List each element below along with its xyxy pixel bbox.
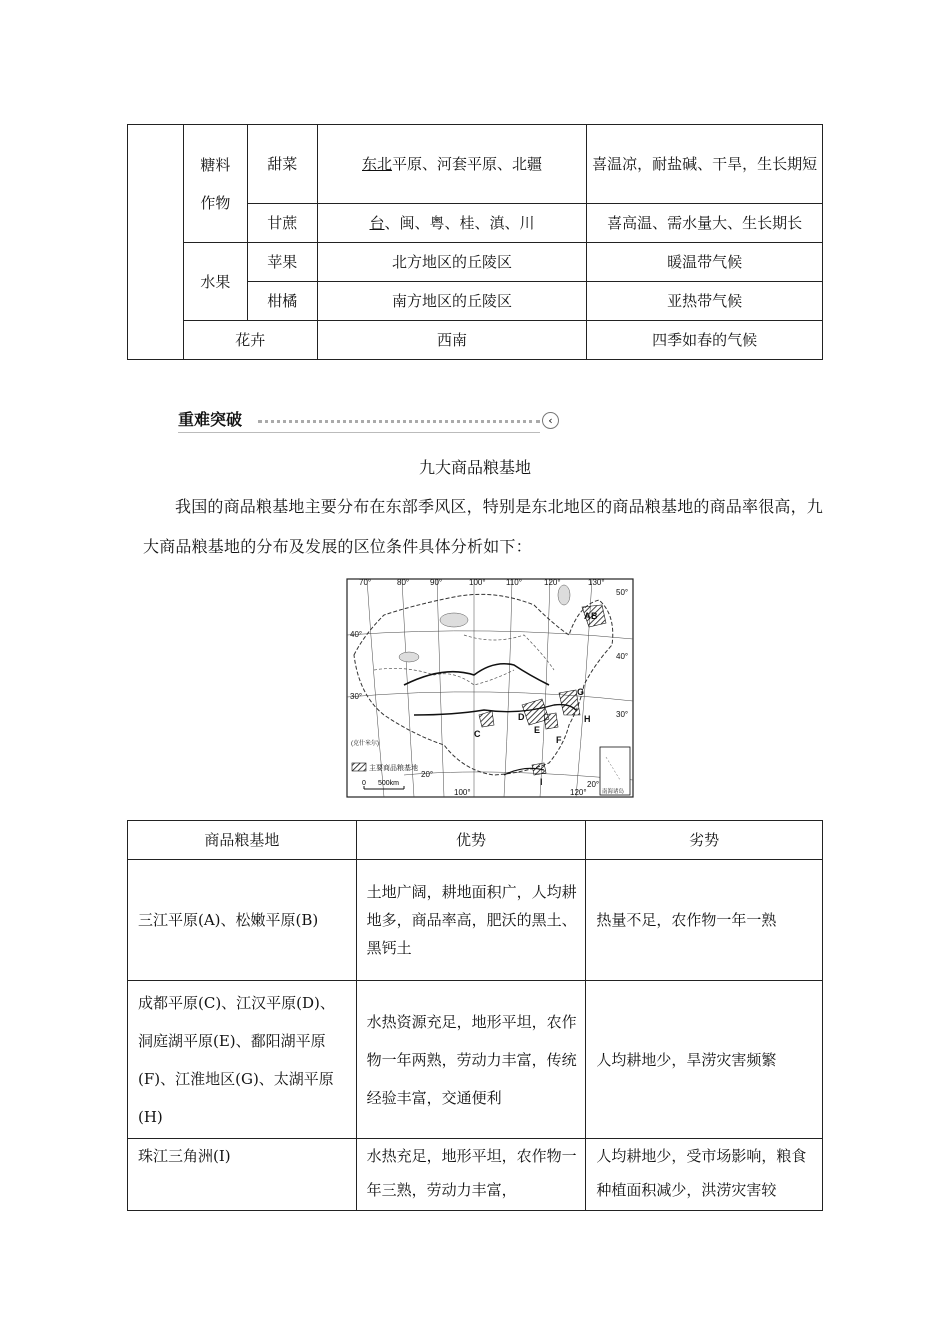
condition-beet: 喜温凉，耐盐碱、干旱，生长期短 (587, 125, 823, 204)
border-note: (克什米尔) (351, 741, 379, 747)
lat-label: 30° (350, 692, 363, 701)
lon-label: 110° (506, 578, 522, 587)
lon-label: 120° (544, 578, 561, 587)
area-beet-underlined: 东北 (362, 155, 393, 173)
lon-label: 80° (397, 578, 410, 587)
heading-dotted-rule (258, 420, 540, 423)
lon-label: 130° (588, 578, 605, 587)
header-disadvantage: 劣势 (586, 821, 823, 860)
area-cane (317, 204, 587, 243)
crop-table (127, 124, 823, 360)
base-letter-i: I (540, 777, 543, 787)
crop-beet: 甜菜 (247, 125, 317, 204)
lat-label: 20° (587, 780, 600, 789)
group-fruit: 水果 (183, 243, 247, 321)
base-letter-c: C (474, 729, 481, 739)
condition-flower: 四季如春的气候 (587, 321, 823, 360)
area-beet-rest: 平原、河套平原、北疆 (392, 155, 543, 173)
lon-label: 90° (430, 578, 443, 587)
lon-label: 70° (359, 578, 372, 587)
grain-base-table (127, 820, 823, 1211)
chevron-left-icon: ‹ (542, 412, 559, 429)
row1-disadvantage: 热量不足，农作物一年一熟 (586, 860, 823, 981)
row3-disadvantage: 人均耕地少，受市场影响，粮食种植面积减少，洪涝灾害较 (586, 1139, 823, 1211)
lat-label: 50° (616, 588, 629, 597)
section-heading-bar (178, 410, 560, 432)
lat-label: 30° (616, 710, 629, 719)
scale-zero: 0 (362, 780, 366, 787)
condition-apple: 暖温带气候 (587, 243, 823, 282)
base-letter-h: H (584, 714, 591, 724)
group-sugar-label: 糖料作物 (200, 155, 231, 212)
area-citrus: 南方地区的丘陵区 (317, 282, 587, 321)
base-letter-a: A (584, 611, 591, 621)
area-cane-rest: 、闽、粤、桂、滇、川 (384, 214, 535, 232)
area-beet (317, 125, 587, 204)
lat-label: 40° (350, 630, 363, 639)
heading-underline (178, 432, 540, 433)
condition-citrus: 亚热带气候 (587, 282, 823, 321)
area-apple: 北方地区的丘陵区 (317, 243, 587, 282)
grain-base-map (344, 575, 636, 802)
base-region-i (532, 763, 546, 775)
area-flower: 西南 (317, 321, 587, 360)
header-advantage: 优势 (356, 821, 586, 860)
base-letter-g: G (577, 687, 585, 697)
base-letter-d: D (518, 712, 525, 722)
header-base: 商品粮基地 (128, 821, 357, 860)
base-region-f (544, 713, 558, 729)
condition-cane: 喜高温、需水量大、生长期长 (587, 204, 823, 243)
base-letter-e: E (534, 725, 541, 735)
lon-label: 120° (570, 788, 587, 797)
scale-label: 500km (378, 780, 400, 787)
intro-paragraph: 我国的商品粮基地主要分布在东部季风区，特别是东北地区的商品粮基地的商品率很高，九大商品粮基地的分布及发展的区位条件具体分析如下： (143, 497, 824, 556)
lat-label: 20° (421, 770, 434, 779)
crop-citrus: 柑橘 (247, 282, 317, 321)
lon-label: 100° (454, 788, 471, 797)
row1-base: 三江平原(A)、松嫩平原(B) (128, 860, 357, 981)
row2-advantage: 水热资源充足，地形平坦，农作物一年两熟，劳动力丰富，传统经验丰富，交通便利 (356, 981, 586, 1139)
lat-label: 40° (616, 652, 629, 661)
inset-frame (600, 747, 630, 795)
inset-label: 南海诸岛 (602, 789, 625, 795)
blank-category-cell (128, 125, 184, 360)
row3-base: 珠江三角洲(I) (128, 1139, 357, 1211)
base-letter-f: F (556, 735, 562, 745)
row1-advantage: 土地广阔，耕地面积广，人均耕地多，商品率高，肥沃的黑土、黑钙土 (356, 860, 586, 981)
section-subtitle: 九大商品粮基地 (418, 458, 531, 477)
row2-base: 成都平原(C)、江汉平原(D)、洞庭湖平原(E)、鄱阳湖平原(F)、江淮地区(G)、太湖平原(H) (128, 981, 357, 1139)
area-cane-underlined: 台 (369, 214, 385, 232)
crop-flower: 花卉 (183, 321, 317, 360)
base-letter-b: B (591, 611, 598, 621)
crop-cane: 甘蔗 (247, 204, 317, 243)
row3-advantage: 水热充足，地形平坦，农作物一年三熟，劳动力丰富， (356, 1139, 586, 1211)
lon-label: 100° (469, 578, 486, 587)
group-sugar-cell (183, 125, 247, 243)
row2-disadvantage: 人均耕地少，旱涝灾害频繁 (586, 981, 823, 1139)
crop-apple: 苹果 (247, 243, 317, 282)
legend-label: 主要商品粮基地 (369, 764, 418, 772)
section-heading: 重难突破 (178, 410, 243, 429)
legend-swatch (352, 763, 366, 771)
